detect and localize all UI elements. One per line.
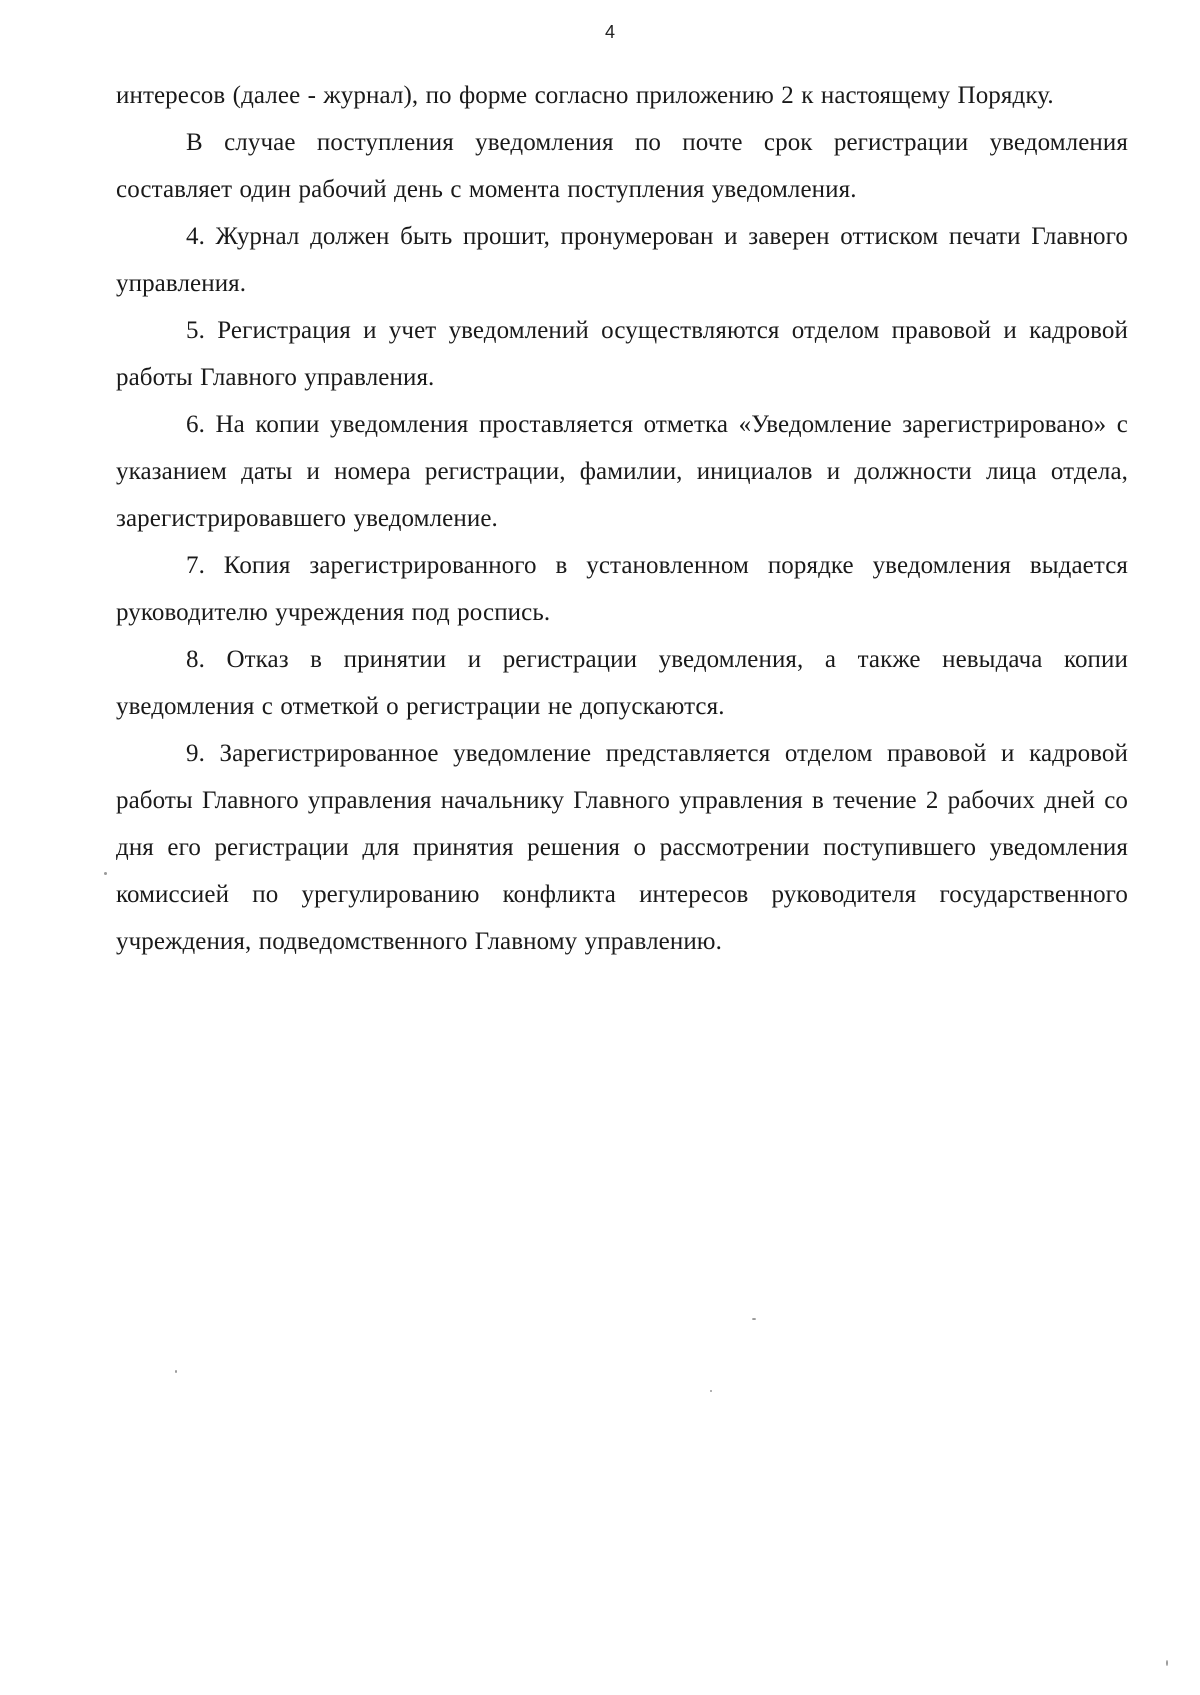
- paragraph-item-4: 4. Журнал должен быть прошит, пронумерован и заверен оттиском печати Главного управления.: [116, 223, 1128, 297]
- scan-speck: [104, 872, 107, 875]
- paragraph-item-5: 5. Регистрация и учет уведомлений осуществляются отделом правовой и кадровой работы Главного управления.: [116, 317, 1128, 391]
- paragraph-journal-form: интересов (далее - журнал), по форме согласно приложению 2 к настоящему Порядку.: [116, 82, 1054, 109]
- scan-speck: [710, 1390, 712, 1392]
- scan-speck: [175, 1370, 177, 1373]
- scan-speck: [752, 1318, 756, 1320]
- paragraph-item-6: 6. На копии уведомления проставляется отметка «Уведомление зарегистрировано» с указанием даты и номера регистрации, фамилии, инициалов и должности лица отдела, зарегистрировавшего уведомление.: [116, 411, 1128, 532]
- scan-speck: [1166, 1660, 1168, 1666]
- document-body: [116, 72, 1128, 965]
- paragraph-item-7: 7. Копия зарегистрированного в установленном порядке уведомления выдается руководителю учреждения под роспись.: [116, 552, 1128, 626]
- paragraph-item-8: 8. Отказ в принятии и регистрации уведомления, а также невыдача копии уведомления с отметкой о регистрации не допускаются.: [116, 646, 1128, 720]
- paragraph-item-9: 9. Зарегистрированное уведомление представляется отделом правовой и кадровой работы Главного управления начальнику Главного управления в течение 2 рабочих дней со дня его регистрации для принятия решения о рассмотрении поступившего уведомления комиссией по урегулированию конфликта интересов руководителя государственного учреждения, подведомственного Главному управлению.: [116, 740, 1128, 955]
- paragraph-mail-registration: В случае поступления уведомления по почте срок регистрации уведомления составляет один рабочий день с момента поступления уведомления.: [116, 129, 1128, 203]
- page-number: 4: [604, 22, 615, 42]
